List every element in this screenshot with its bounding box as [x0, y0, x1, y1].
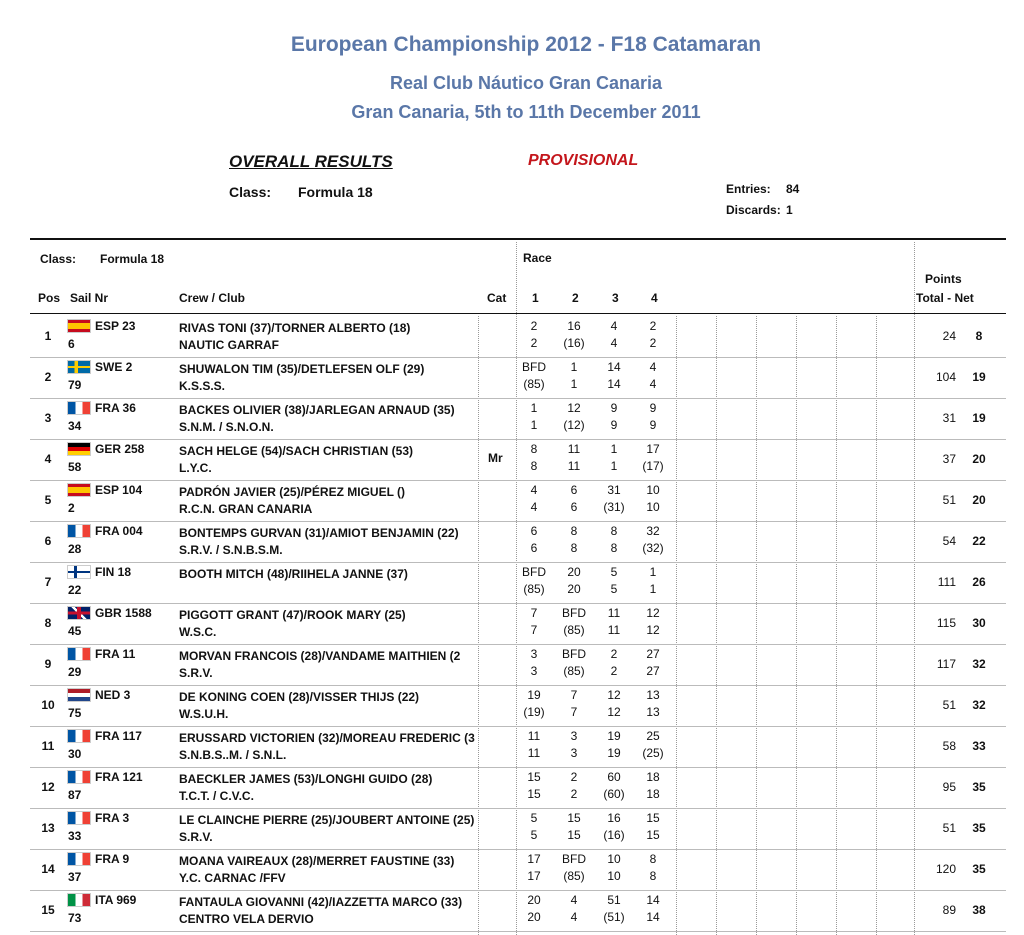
race-4-points: 9 — [649, 418, 657, 432]
sail-number: FRA 121 — [95, 770, 143, 784]
race-2-score: BFD — [562, 606, 586, 620]
race-1-score: 17 — [527, 852, 541, 866]
bow-number: 30 — [68, 747, 82, 761]
race-3-points: 2 — [610, 664, 618, 678]
club-name: S.N.B.S..M. / S.N.L. — [179, 748, 287, 762]
position-cell: 9 — [44, 657, 52, 671]
fra-flag-icon — [67, 852, 91, 866]
position-cell: 11 — [41, 739, 55, 753]
table-row — [30, 521, 1006, 563]
race-4-score: 9 — [649, 401, 657, 415]
race-1-points: 8 — [530, 459, 538, 473]
bow-number: 28 — [68, 542, 82, 556]
fra-flag-icon — [67, 811, 91, 825]
race-4-points: (17) — [642, 459, 664, 473]
entries-value: 84 — [786, 182, 800, 196]
crew-names: FANTAULA GIOVANNI (42)/IAZZETTA MARCO (33) — [179, 895, 463, 909]
overall-results-heading: OVERALL RESULTS — [229, 152, 393, 171]
race-4-score: 15 — [646, 811, 660, 825]
sail-number: NED 3 — [95, 688, 131, 702]
sail-number: FRA 11 — [95, 647, 136, 661]
crew-names: BOOTH MITCH (48)/RIIHELA JANNE (37) — [179, 567, 408, 581]
race-4-score: 17 — [646, 442, 660, 456]
table-header-rule — [30, 313, 1006, 314]
race-1-score: 2 — [530, 319, 538, 333]
table-row — [30, 767, 1006, 809]
race-1-score: 6 — [530, 524, 538, 538]
club-name: R.C.N. GRAN CANARIA — [179, 502, 313, 516]
race-1-points: 20 — [527, 910, 541, 924]
sail-number: FRA 3 — [95, 811, 130, 825]
race-1-score: 19 — [527, 688, 541, 702]
col-pos: Pos — [38, 291, 61, 305]
race-3-points: 19 — [607, 746, 621, 760]
race-1-score: 11 — [527, 729, 541, 743]
total-points: 120 — [935, 862, 956, 876]
total-points: 89 — [942, 903, 956, 917]
race-4-score: 14 — [646, 893, 660, 907]
race-3-points: (16) — [603, 828, 625, 842]
race-1-score: 20 — [527, 893, 541, 907]
discards-value: 1 — [786, 203, 793, 217]
race-4-points: 13 — [646, 705, 660, 719]
crew-names: DE KONING COEN (28)/VISSER THIJS (22) — [179, 690, 420, 704]
sail-number: GER 258 — [95, 442, 145, 456]
club-name: Real Club Náutico Gran Canaria — [389, 73, 663, 93]
position-cell: 8 — [44, 616, 52, 630]
race-2-score: 2 — [570, 770, 578, 784]
bow-number: 6 — [68, 337, 75, 351]
race-3-points: 11 — [607, 623, 621, 637]
col-sail: Sail Nr — [70, 291, 109, 305]
race-2-score: 6 — [570, 483, 578, 497]
esp-flag-icon — [67, 319, 91, 333]
gbr-flag-icon — [67, 606, 91, 620]
race-4-points: 18 — [646, 787, 660, 801]
total-points: 111 — [937, 575, 956, 589]
total-points: 51 — [942, 821, 956, 835]
club-name: W.S.U.H. — [179, 707, 229, 721]
col-race-4: 4 — [651, 291, 658, 305]
race-2-score: 3 — [570, 729, 578, 743]
race-3-score: 10 — [607, 852, 621, 866]
position-cell: 3 — [44, 411, 52, 425]
net-points: 19 — [972, 411, 986, 425]
crew-names: ERUSSARD VICTORIEN (32)/MOREAU FREDERIC (3 — [179, 731, 475, 745]
fin-flag-icon — [67, 565, 91, 579]
race-3-score: 51 — [607, 893, 621, 907]
race-4-score: 32 — [646, 524, 660, 538]
race-2-points: 11 — [567, 459, 581, 473]
race-3-score: 19 — [607, 729, 621, 743]
ger-flag-icon — [67, 442, 91, 456]
race-4-points: 14 — [646, 910, 660, 924]
race-1-score: BFD — [522, 360, 546, 374]
sail-number: SWE 2 — [95, 360, 133, 374]
race-4-score: 1 — [649, 565, 657, 579]
total-points: 115 — [936, 616, 956, 630]
table-row — [30, 439, 1006, 481]
fra-flag-icon — [67, 729, 91, 743]
net-points: 32 — [972, 657, 986, 671]
crew-names: PIGGOTT GRANT (47)/ROOK MARY (25) — [179, 608, 406, 622]
sail-number: GBR 1588 — [95, 606, 152, 620]
col-race-2: 2 — [572, 291, 579, 305]
race-3-score: 11 — [607, 606, 621, 620]
fra-flag-icon — [67, 401, 91, 415]
race-1-score: 8 — [530, 442, 538, 456]
ita-flag-icon — [67, 893, 91, 907]
net-points: 22 — [972, 534, 986, 548]
club-name: CENTRO VELA DERVIO — [179, 912, 314, 926]
col-crew: Crew / Club — [179, 291, 246, 305]
race-2-points: 2 — [570, 787, 578, 801]
race-4-points: (25) — [642, 746, 664, 760]
race-1-points: 6 — [530, 541, 538, 555]
table-row — [30, 644, 1006, 686]
total-points: 31 — [942, 411, 956, 425]
sail-number: FRA 36 — [95, 401, 136, 415]
race-4-score: 27 — [646, 647, 660, 661]
sail-number: ESP 104 — [95, 483, 143, 497]
table-class-label: Class: — [40, 252, 77, 266]
race-3-score: 31 — [607, 483, 621, 497]
race-1-points: 2 — [530, 336, 538, 350]
sail-number: FIN 18 — [95, 565, 132, 579]
table-row — [30, 562, 1006, 604]
race-4-score: 8 — [649, 852, 657, 866]
position-cell: 2 — [44, 370, 52, 384]
race-2-score: BFD — [562, 647, 586, 661]
position-cell: 10 — [41, 698, 55, 712]
race-3-points: 8 — [610, 541, 618, 555]
esp-flag-icon — [67, 483, 91, 497]
class-value: Formula 18 — [298, 184, 373, 200]
table-row — [30, 808, 1006, 850]
race-1-score: 4 — [530, 483, 538, 497]
net-points: 19 — [972, 370, 986, 384]
total-points: 37 — [942, 452, 956, 466]
race-1-points: 15 — [527, 787, 541, 801]
ned-flag-icon — [67, 688, 91, 702]
race-3-points: 12 — [607, 705, 621, 719]
race-3-score: 14 — [607, 360, 621, 374]
race-1-points: 7 — [530, 623, 538, 637]
race-1-score: 7 — [530, 606, 538, 620]
bow-number: 73 — [68, 911, 82, 925]
fra-flag-icon — [67, 647, 91, 661]
race-1-points: 17 — [527, 869, 541, 883]
total-points: 51 — [942, 698, 956, 712]
table-row — [30, 685, 1006, 727]
race-1-points: (19) — [523, 705, 545, 719]
race-2-score: 7 — [570, 688, 578, 702]
race-1-points: (85) — [523, 582, 545, 596]
club-name: NAUTIC GARRAF — [179, 338, 279, 352]
table-row — [30, 603, 1006, 645]
race-2-score: 4 — [570, 893, 578, 907]
total-points: 58 — [942, 739, 956, 753]
table-row — [30, 726, 1006, 768]
sail-number: FRA 9 — [95, 852, 130, 866]
race-4-points: 2 — [649, 336, 657, 350]
race-2-score: 15 — [567, 811, 581, 825]
race-2-points: (85) — [563, 664, 585, 678]
bow-number: 87 — [68, 788, 82, 802]
discards-label: Discards: — [726, 203, 781, 217]
table-class-value: Formula 18 — [100, 252, 165, 266]
bow-number: 29 — [68, 665, 82, 679]
total-points: 104 — [935, 370, 956, 384]
table-row — [30, 316, 1006, 358]
bow-number: 45 — [68, 624, 82, 638]
crew-names: SACH HELGE (54)/SACH CHRISTIAN (53) — [179, 444, 414, 458]
race-4-points: (32) — [642, 541, 664, 555]
club-name: S.R.V. / S.N.B.S.M. — [179, 543, 283, 557]
race-3-points: (51) — [603, 910, 625, 924]
position-cell: 15 — [41, 903, 55, 917]
total-points: 117 — [936, 657, 956, 671]
club-name: K.S.S.S. — [179, 379, 226, 393]
race-1-score: 5 — [530, 811, 538, 825]
race-2-points: 4 — [570, 910, 578, 924]
total-points: 24 — [942, 329, 956, 343]
net-points: 30 — [972, 616, 986, 630]
total-points: 51 — [942, 493, 956, 507]
race-2-score: 16 — [567, 319, 581, 333]
position-cell: 4 — [44, 452, 52, 466]
total-points: 54 — [942, 534, 956, 548]
sail-number: ESP 23 — [95, 319, 136, 333]
bow-number: 34 — [68, 419, 82, 433]
event-dates: Gran Canaria, 5th to 11th December 2011 — [351, 102, 701, 122]
bow-number: 22 — [68, 583, 82, 597]
net-points: 33 — [972, 739, 986, 753]
race-4-points: 4 — [649, 377, 657, 391]
points-label: Points — [925, 272, 962, 286]
race-4-points: 8 — [649, 869, 657, 883]
club-name: S.N.M. / S.N.O.N. — [179, 420, 274, 434]
race-3-score: 8 — [610, 524, 618, 538]
table-row — [30, 480, 1006, 522]
col-race-1: 1 — [532, 291, 539, 305]
sail-number: FRA 117 — [95, 729, 142, 743]
race-2-points: 8 — [570, 541, 578, 555]
race-4-score: 4 — [649, 360, 657, 374]
race-3-points: 14 — [607, 377, 621, 391]
bow-number: 37 — [68, 870, 82, 884]
col-cat: Cat — [487, 291, 507, 305]
position-cell: 7 — [44, 575, 52, 589]
net-points: 20 — [972, 452, 986, 466]
net-points: 26 — [972, 575, 986, 589]
race-3-score: 12 — [607, 688, 621, 702]
race-1-points: 11 — [527, 746, 541, 760]
race-2-score: 1 — [570, 360, 578, 374]
fra-flag-icon — [67, 770, 91, 784]
race-1-points: 4 — [530, 500, 538, 514]
col-race-3: 3 — [612, 291, 619, 305]
category-cell: Mr — [488, 451, 503, 465]
crew-names: RIVAS TONI (37)/TORNER ALBERTO (18) — [179, 321, 411, 335]
crew-names: SHUWALON TIM (35)/DETLEFSEN OLF (29) — [179, 362, 425, 376]
race-1-score: 3 — [530, 647, 538, 661]
crew-names: LE CLAINCHE PIERRE (25)/JOUBERT ANTOINE (25) — [179, 813, 475, 827]
race-4-points: 1 — [649, 582, 657, 596]
bow-number: 79 — [68, 378, 82, 392]
crew-names: MORVAN FRANCOIS (28)/VANDAME MAITHIEN (2 — [179, 649, 461, 663]
race-3-score: 16 — [607, 811, 621, 825]
race-2-score: 20 — [567, 565, 581, 579]
race-4-score: 12 — [646, 606, 660, 620]
race-4-points: 15 — [646, 828, 660, 842]
crew-names: BONTEMPS GURVAN (31)/AMIOT BENJAMIN (22) — [179, 526, 459, 540]
bow-number: 2 — [68, 501, 75, 515]
sail-number: ITA 969 — [95, 893, 137, 907]
race-3-score: 5 — [610, 565, 618, 579]
club-name: Y.C. CARNAC /FFV — [179, 871, 286, 885]
position-cell: 12 — [41, 780, 55, 794]
document-title: European Championship 2012 - F18 Catamaran — [290, 33, 762, 56]
race-2-points: 6 — [570, 500, 578, 514]
race-2-points: 7 — [570, 705, 578, 719]
race-1-points: 3 — [530, 664, 538, 678]
entries-label: Entries: — [726, 182, 771, 196]
race-1-score: BFD — [522, 565, 546, 579]
race-2-points: 1 — [570, 377, 578, 391]
race-4-score: 18 — [646, 770, 660, 784]
race-4-score: 2 — [649, 319, 657, 333]
crew-names: BACKES OLIVIER (38)/JARLEGAN ARNAUD (35) — [179, 403, 455, 417]
race-3-points: 10 — [607, 869, 621, 883]
race-2-points: (85) — [563, 869, 585, 883]
club-name: T.C.T. / C.V.C. — [179, 789, 254, 803]
net-points: 32 — [972, 698, 986, 712]
sail-number: FRA 004 — [95, 524, 143, 538]
race-4-points: 12 — [646, 623, 660, 637]
total-points: 95 — [942, 780, 956, 794]
race-4-points: 10 — [646, 500, 660, 514]
position-cell: 1 — [44, 329, 52, 343]
race-label: Race — [523, 251, 552, 265]
class-label: Class: — [229, 184, 272, 200]
net-points: 20 — [972, 493, 986, 507]
race-2-score: 8 — [570, 524, 578, 538]
race-2-points: 3 — [570, 746, 578, 760]
provisional-label: PROVISIONAL — [528, 152, 639, 169]
race-4-score: 10 — [646, 483, 660, 497]
race-3-points: (60) — [603, 787, 625, 801]
table-row — [30, 890, 1006, 932]
bow-number: 58 — [68, 460, 82, 474]
position-cell: 5 — [44, 493, 52, 507]
race-3-score: 1 — [610, 442, 618, 456]
race-3-points: (31) — [603, 500, 625, 514]
race-4-score: 25 — [646, 729, 660, 743]
net-points: 35 — [972, 780, 986, 794]
position-cell: 6 — [44, 534, 52, 548]
col-total-net: Total - Net — [916, 291, 974, 305]
race-1-points: (85) — [523, 377, 545, 391]
bow-number: 33 — [68, 829, 82, 843]
club-name: L.Y.C. — [179, 461, 212, 475]
club-name: W.S.C. — [179, 625, 217, 639]
net-points: 35 — [972, 821, 986, 835]
club-name: S.R.V. — [179, 830, 213, 844]
race-2-score: 12 — [567, 401, 581, 415]
net-points: 8 — [975, 329, 983, 343]
race-3-score: 4 — [610, 319, 618, 333]
table-row — [30, 849, 1006, 891]
race-4-score: 13 — [646, 688, 660, 702]
fra-flag-icon — [67, 524, 91, 538]
race-3-points: 4 — [610, 336, 618, 350]
table-row — [30, 357, 1006, 399]
table-top-rule — [30, 238, 1006, 240]
race-1-score: 1 — [530, 401, 538, 415]
race-1-score: 15 — [527, 770, 541, 784]
club-name: S.R.V. — [179, 666, 213, 680]
race-3-points: 1 — [610, 459, 618, 473]
crew-names: PADRÓN JAVIER (25)/PÉREZ MIGUEL () — [179, 485, 406, 499]
position-cell: 13 — [41, 821, 55, 835]
race-3-score: 9 — [610, 401, 618, 415]
position-cell: 14 — [41, 862, 55, 876]
race-3-score: 60 — [607, 770, 621, 784]
race-4-points: 27 — [646, 664, 660, 678]
race-3-points: 9 — [610, 418, 618, 432]
table-row — [30, 398, 1006, 440]
net-points: 35 — [972, 862, 986, 876]
race-2-score: BFD — [562, 852, 586, 866]
crew-names: BAECKLER JAMES (53)/LONGHI GUIDO (28) — [179, 772, 433, 786]
swe-flag-icon — [67, 360, 91, 374]
race-3-points: 5 — [610, 582, 618, 596]
bow-number: 75 — [68, 706, 82, 720]
race-3-score: 2 — [610, 647, 618, 661]
race-2-points: 15 — [567, 828, 581, 842]
race-2-points: (12) — [563, 418, 585, 432]
race-2-score: 11 — [567, 442, 581, 456]
race-2-points: 20 — [567, 582, 581, 596]
crew-names: MOANA VAIREAUX (28)/MERRET FAUSTINE (33) — [179, 854, 455, 868]
race-2-points: (16) — [563, 336, 585, 350]
race-1-points: 1 — [530, 418, 538, 432]
net-points: 38 — [972, 903, 986, 917]
race-2-points: (85) — [563, 623, 585, 637]
race-1-points: 5 — [530, 828, 538, 842]
